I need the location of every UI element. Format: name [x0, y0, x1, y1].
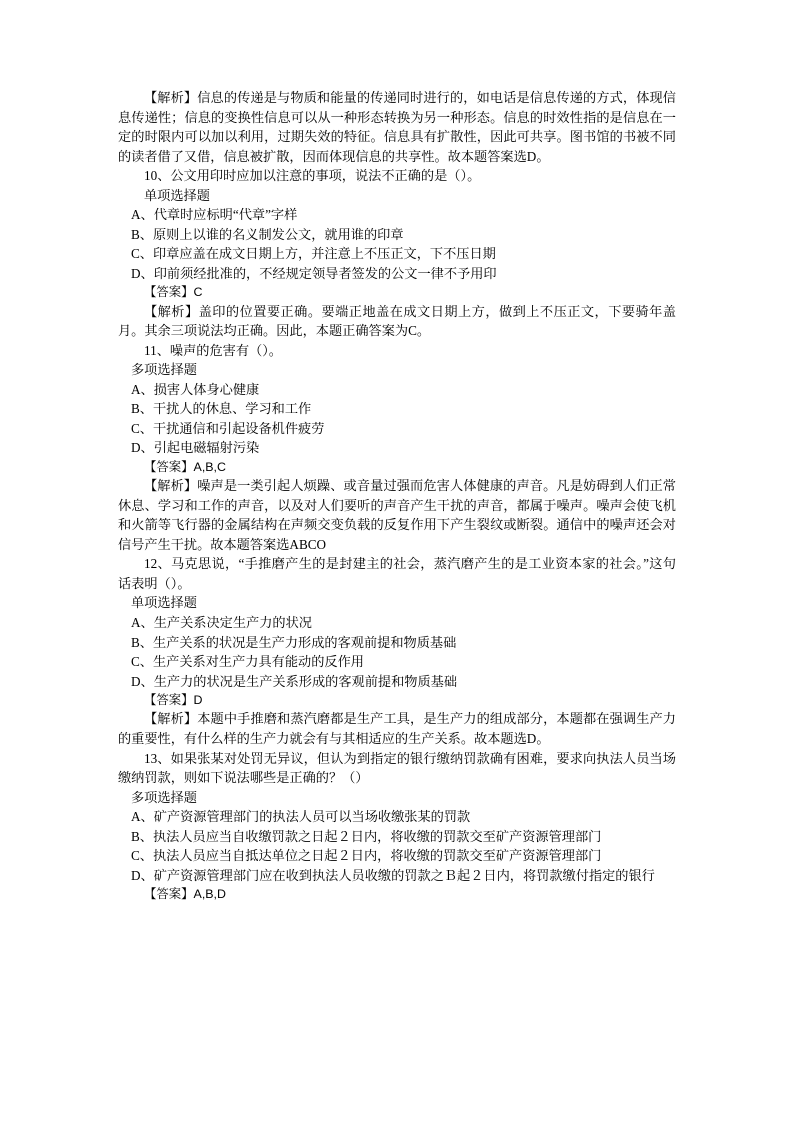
- doc-option: D、印前须经批准的，不经规定领导者签发的公文一律不予用印: [131, 265, 497, 281]
- doc-option: A、代章时应标明“代章”字样: [131, 207, 298, 223]
- doc-analysis: 【解析】本题中手推磨和蒸汽磨都是生产工具，是生产力的组成部分，本题都在强调生产力的重要性，有什么样的生产力就会有与其相适应的生产关系。故本题选D。: [118, 711, 676, 747]
- doc-option: D、引起电磁辐射污染: [131, 440, 260, 456]
- doc-option: A、损害人体身心健康: [131, 381, 260, 397]
- doc-analysis: 【解析】噪声是一类引起人烦躁、或音量过强而危害人体健康的声音。凡是妨碍到人们正常休息、学习和工作的声音，以及对人们要听的声音产生干扰的声音，都属于噪声。噪声会使飞机和火箭等飞行器的金属结构在声频交变负载的反复作用下产生裂纹或断裂。通信中的噪声还会对信号产生干扰。故本题答案选ABCO: [118, 478, 676, 552]
- doc-option: B、原则上以谁的名义制发公文，就用谁的印章: [131, 226, 404, 242]
- doc-answer: 【答案】A,B,C: [144, 459, 226, 474]
- document-body: [118, 88, 676, 904]
- doc-type: 单项选择题: [144, 187, 210, 203]
- doc-answer: 【答案】C: [144, 285, 203, 300]
- doc-option: D、矿产资源管理部门应在收到执法人员收缴的罚款之Ｂ起２日内，将罚款缴付指定的银行: [131, 867, 655, 883]
- doc-option: C、印章应盖在成文日期上方，并注意上不压正文，下不压日期: [131, 246, 496, 262]
- doc-type: 单项选择题: [131, 595, 197, 611]
- doc-option: B、执法人员应当自收缴罚款之日起２日内，将收缴的罚款交至矿产资源管理部门: [131, 828, 602, 844]
- doc-option: B、生产关系的状况是生产力形成的客观前提和物质基础: [131, 634, 457, 650]
- doc-question: 11、噪声的危害有（）。: [144, 342, 282, 358]
- doc-analysis: 【解析】盖印的位置要正确。要端正地盖在成文日期上方，做到上不压正文，下要骑年盖月。其余三项说法均正确。因此，本题正确答案为C。: [118, 303, 676, 339]
- doc-option: C、干扰通信和引起设备机件疲劳: [131, 420, 325, 436]
- doc-type: 多项选择题: [131, 789, 197, 805]
- doc-option: C、执法人员应当自抵达单位之日起２日内，将收缴的罚款交至矿产资源管理部门: [131, 848, 602, 864]
- doc-option: A、矿产资源管理部门的执法人员可以当场收缴张某的罚款: [131, 809, 471, 825]
- doc-analysis: 【解析】信息的传递是与物质和能量的传递同时进行的，如电话是信息传递的方式，体现信息传递性；信息的变换性信息可以从一种形态转换为另一种形态。信息的时效性指的是信息在一定的时限内可以加以利用，过期失效的特征。信息具有扩散性，因此可共享。图书馆的书被不同的读者借了又借，信息被扩散，因而体现信息的共享性。故本题答案选D。: [118, 90, 676, 164]
- doc-type: 多项选择题: [131, 362, 197, 378]
- doc-option: B、干扰人的休息、学习和工作: [131, 401, 312, 417]
- doc-question: 12、马克思说，“手推磨产生的是封建主的社会，蒸汽磨产生的是工业资本家的社会。”这句话表明（）。: [118, 556, 676, 591]
- doc-question: 13、如果张某对处罚无异议，但认为到指定的银行缴纳罚款确有困难，要求向执法人员当场缴纳罚款，则如下说法哪些是正确的？（）: [118, 750, 676, 786]
- doc-answer: 【答案】A,B,D: [144, 887, 226, 902]
- doc-option: D、生产力的状况是生产关系形成的客观前提和物质基础: [131, 673, 458, 689]
- doc-option: A、生产关系决定生产力的状况: [131, 615, 312, 630]
- doc-option: C、生产关系对生产力具有能动的反作用: [131, 654, 364, 670]
- doc-answer: 【答案】D: [144, 693, 203, 708]
- doc-question: 10、公文用印时应加以注意的事项，说法不正确的是（）。: [144, 168, 481, 184]
